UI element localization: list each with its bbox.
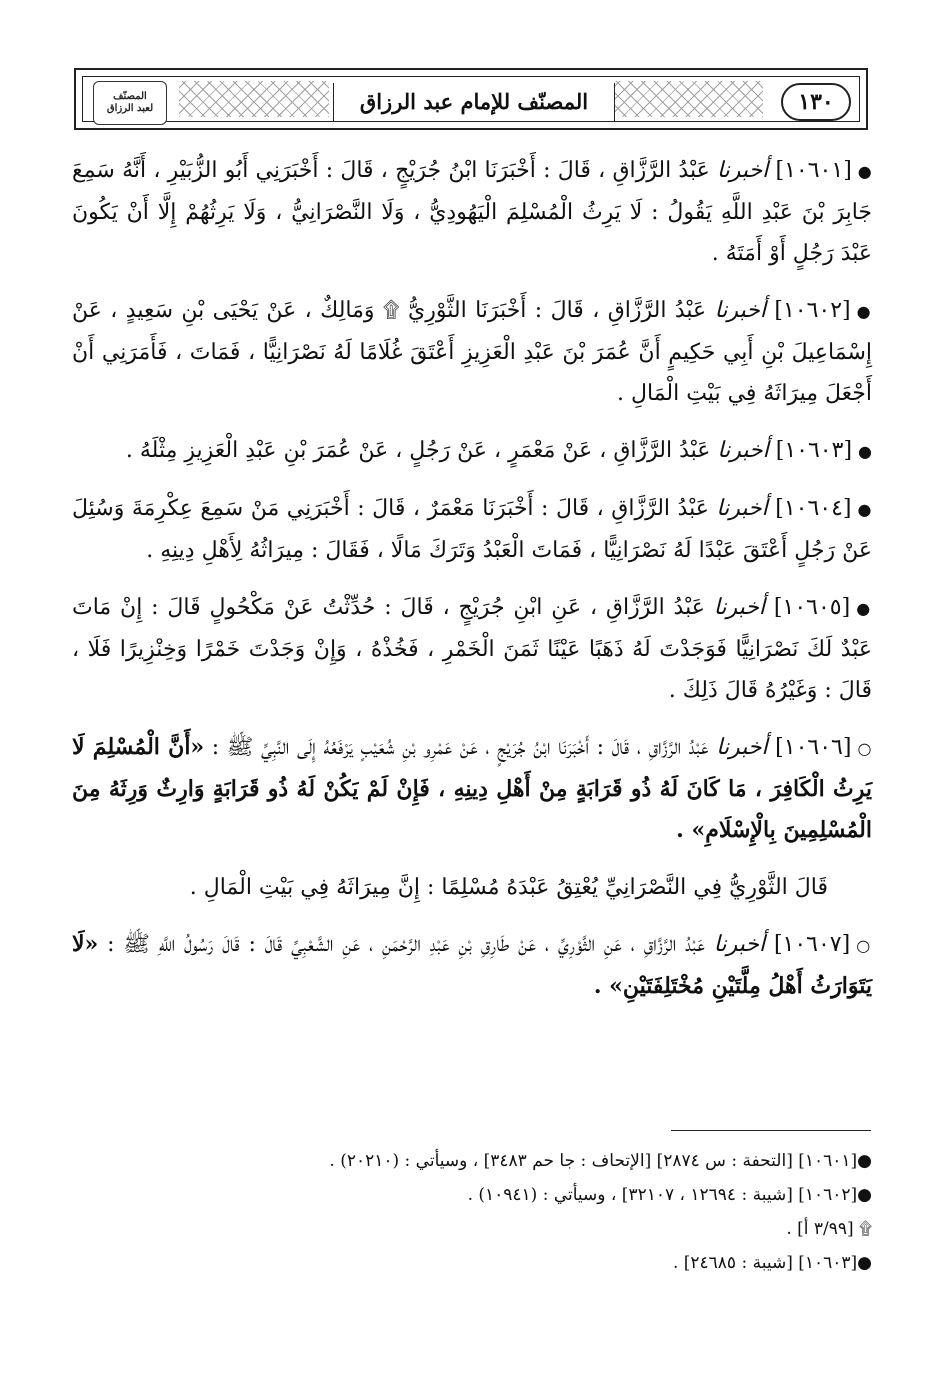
hadith-text: عَبْدُ الرَّزَّاقِ ، قَالَ : أَخْبَرَنَا الثَّوْرِيُّ ۩ وَمَالِكٌ ، عَنْ يَحْيَى بْنِ سَعِيدٍ ، عَنْ إِسْمَاعِيلَ بْنِ أَبِي حَكِيمٍ أَنَّ عُمَرَ بْنَ عَبْدِ الْعَزِيزِ أَعْتَقَ غُلَامًا لَهُ نَصْرَانِيًّا ، فَمَاتَ ، فَأَمَرَنِي أَنْ أَجْعَلَ مِيرَاثَهُ فِي بَيْتِ الْمَالِ .	[72, 298, 872, 406]
hadith-number: [١٠٦٠٢]	[774, 298, 851, 323]
footnote: ●[١٠٦٠١] [التحفة : س ٢٨٧٤] [الإتحاف : جا حم ٣٤٨٣] ، وسيأتي : (٢٠٢١٠) .	[329, 1151, 872, 1171]
hadith-text: عَبْدُ الرَّزَّاقِ ، قَالَ : أَخْبَرَنَا ابْنُ جُرَيْجٍ ، عَنْ عَمْرِو بْنِ شُعَيْبٍ يَرْفَعُهُ إِلَى النَّبِيِّ ﷺ :	[211, 735, 709, 760]
prophetic-saying: «أَنَّ الْمُسْلِمَ لَا يَرِثُ الْكَافِرَ ، مَا كَانَ لَهُ ذُو قَرَابَةٍ مِنْ أَهْلِ دِينِهِ ، فَإِنْ لَمْ يَكُنْ لَهُ ذُو قَرَابَةٍ وَارِثٌ وَرِثَهُ مِنَ الْمُسْلِمِينَ بِالْإِسْلَامِ» .	[72, 734, 872, 843]
akhbarana-word: أخبرنا	[716, 496, 768, 521]
footnote: ●[١٠٦٠٣] [شيبة : ٢٤٦٨٥] .	[672, 1253, 872, 1273]
paragraph-marker: ●	[858, 442, 872, 461]
akhbarana-word: أخبرنا	[713, 595, 766, 620]
akhbarana-word: أخبرنا	[717, 438, 769, 463]
hadith-text: عَبْدُ الرَّزَّاقِ ، قَالَ : أَخْبَرَنَا ابْنُ جُرَيْجٍ ، قَالَ : أَخْبَرَنِي أَبُو الزُّبَيْرِ ، أَنَّهُ سَمِعَ جَابِرَ بْنَ عَبْدِ اللَّهِ يَقُولُ : لَا يَرِثُ الْمُسْلِمَ الْيَهُودِيُّ ، وَلَا النَّصْرَانِيُّ ، وَلَا يَرِثُهُمْ إِلَّا أَنْ يَكُونَ عَبْدَ رَجُلٍ أَوْ أَمَتَهُ .	[72, 158, 872, 266]
hadith-text: عَبْدُ الرَّزَّاقِ ، عَنِ ابْنِ جُرَيْجٍ ، قَالَ : حُدِّثْتُ عَنْ مَكْحُولٍ قَالَ : إِنْ مَاتَ عَبْدٌ لَكَ نَصْرَانِيًّا فَوَجَدْتَ لَهُ ذَهَبًا عَيْنًا ثَمَنَ الْخَمْرِ ، فَخُذْهُ ، وَإِنْ وَجَدْتَ خَمْرًا وَخِنْزِيرًا فَلَا ، قَالَ : وَغَيْرُهُ قَالَ ذَلِكَ .	[72, 595, 872, 703]
ornament-pattern-left	[179, 81, 329, 117]
paragraph-marker: ○	[857, 739, 873, 758]
hadith-paragraph	[72, 587, 872, 711]
prophetic-saying: «لَا يَتَوَارَثُ أَهْلُ مِلَّتَيْنِ مُخْتَلِفَتَيْنِ» .	[72, 931, 872, 999]
hadith-paragraph	[72, 727, 872, 851]
akhbarana-word: أخبرنا	[713, 932, 766, 957]
book-emblem-logo	[93, 81, 167, 125]
footnote-divider	[671, 1130, 871, 1131]
header-frame	[82, 76, 860, 122]
paragraph-marker: ●	[856, 599, 873, 618]
commentary-paragraph	[72, 867, 872, 908]
hadith-number: [١٠٦٠٣]	[775, 438, 853, 463]
emblem-line-1: المصنّف	[113, 91, 147, 102]
paragraph-marker: ●	[857, 500, 872, 519]
hadith-paragraph	[72, 290, 872, 414]
hadith-paragraph	[72, 488, 872, 571]
paragraph-marker: ●	[856, 302, 872, 321]
hadith-paragraph	[72, 150, 872, 274]
footnote: ۩ [٣/٩٩ أ] .	[786, 1219, 872, 1239]
akhbarana-word: أخبرنا	[716, 735, 768, 760]
paragraph-marker: ○	[856, 936, 873, 955]
page-header	[74, 68, 868, 130]
hadith-number: [١٠٦٠١]	[775, 158, 852, 183]
running-title: المصنّف للإمام عبد الرزاق	[333, 83, 615, 121]
footnotes	[72, 1144, 872, 1280]
main-text	[72, 150, 872, 1023]
page-number: ١٣٠	[781, 83, 851, 121]
hadith-number: [١٠٦٠٥]	[773, 595, 851, 620]
hadith-paragraph	[72, 430, 872, 472]
hadith-text: عَبْدُ الرَّزَّاقِ ، عَنْ مَعْمَرٍ ، عَنْ رَجُلٍ ، عَنْ عُمَرَ بْنِ عَبْدِ الْعَزِيزِ مِثْلَهُ .	[125, 438, 711, 463]
paragraph-marker: ●	[857, 162, 872, 181]
footnote: ●[١٠٦٠٢] [شيبة : ١٢٦٩٤ ، ٣٢١٠٧] ، وسيأتي : (١٠٩٤١) .	[467, 1185, 872, 1205]
hadith-number: [١٠٦٠٦]	[775, 735, 852, 760]
akhbarana-word: أخبرنا	[714, 298, 766, 323]
emblem-line-2: لعبد الرزاق	[106, 103, 154, 114]
ornament-pattern-right	[613, 81, 763, 117]
hadith-text: عَبْدُ الرَّزَّاقِ ، قَالَ : أَخْبَرَنَا مَعْمَرٌ ، قَالَ : أَخْبَرَنِي مَنْ سَمِعَ عِكْرِمَةَ وَسُئِلَ عَنْ رَجُلٍ أَعْتَقَ عَبْدًا لَهُ نَصْرَانِيًّا ، فَمَاتَ الْعَبْدُ وَتَرَكَ مَالًا ، فَقَالَ : مِيرَاثُهُ لِأَهْلِ دِينِهِ .	[72, 496, 872, 563]
commentary-text: قَالَ الثَّوْرِيُّ فِي النَّصْرَانِيِّ يُعْتِقُ عَبْدَهُ مُسْلِمًا : إِنَّ مِيرَاثَهُ فِي بَيْتِ الْمَالِ .	[189, 875, 828, 900]
hadith-number: [١٠٦٠٧]	[773, 932, 851, 957]
hadith-paragraph	[72, 924, 872, 1007]
hadith-number: [١٠٦٠٤]	[775, 496, 852, 521]
akhbarana-word: أخبرنا	[716, 158, 769, 183]
hadith-text: عَبْدُ الرَّزَّاقِ ، عَنِ الثَّوْرِيِّ ، عَنْ طَارِقِ بْنِ عَبْدِ الرَّحْمَنِ ، عَنِ الشَّعْبِيِّ قَالَ : قَالَ رَسُولُ اللَّهِ ﷺ :	[107, 932, 705, 957]
